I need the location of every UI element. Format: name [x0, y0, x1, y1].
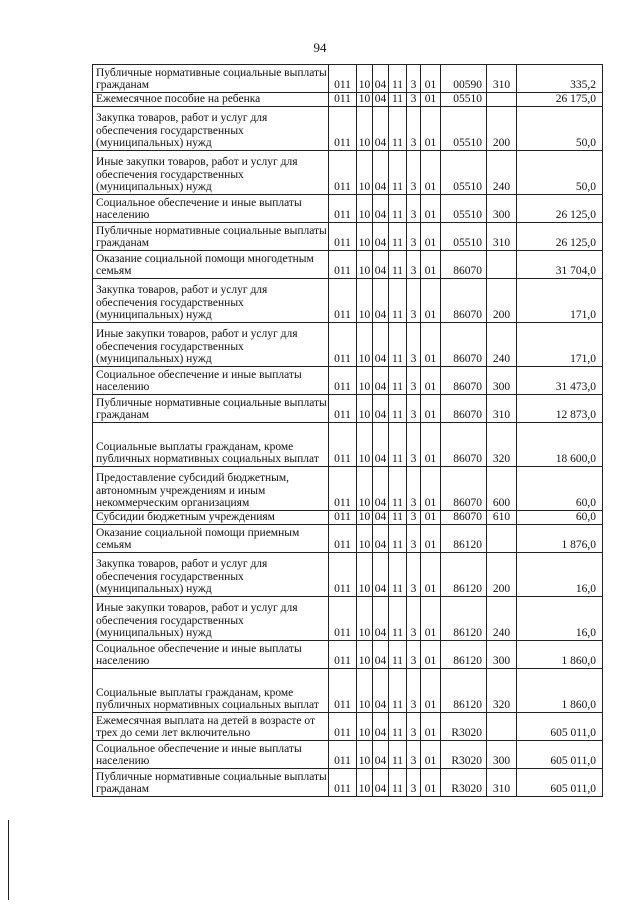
subsection-code: 04 — [373, 525, 389, 553]
event-code: 01 — [421, 467, 441, 511]
target-code: 86070 — [441, 395, 487, 423]
subsection-code: 04 — [373, 93, 389, 107]
amount: 171,0 — [517, 323, 603, 367]
event-code: 01 — [421, 323, 441, 367]
expense-type-code: 600 — [487, 467, 517, 511]
subsection-code: 04 — [373, 223, 389, 251]
ministry-code: 011 — [329, 93, 357, 107]
subsection-code: 04 — [373, 367, 389, 395]
table-row — [93, 741, 603, 769]
section-code: 10 — [357, 467, 373, 511]
program-code: 11 — [389, 553, 407, 597]
amount: 1 860,0 — [517, 669, 603, 713]
section-code: 10 — [357, 279, 373, 323]
table-row — [93, 713, 603, 741]
ministry-code: 011 — [329, 65, 357, 93]
section-code: 10 — [357, 367, 373, 395]
expense-type-code — [487, 525, 517, 553]
row-name: Иные закупки товаров, работ и услуг для обеспечения государственных (муниципальных) нужд — [93, 597, 329, 641]
section-code: 10 — [357, 195, 373, 223]
table-row — [93, 511, 603, 525]
target-code: 86120 — [441, 553, 487, 597]
target-code: 05510 — [441, 151, 487, 195]
program-code: 11 — [389, 525, 407, 553]
subprogram-code: 3 — [407, 279, 421, 323]
subprogram-code: 3 — [407, 741, 421, 769]
ministry-code: 011 — [329, 195, 357, 223]
table-row — [93, 65, 603, 93]
event-code: 01 — [421, 769, 441, 797]
program-code: 11 — [389, 597, 407, 641]
table-row — [93, 597, 603, 641]
subsection-code: 04 — [373, 713, 389, 741]
amount: 605 011,0 — [517, 741, 603, 769]
event-code: 01 — [421, 195, 441, 223]
subsection-code: 04 — [373, 279, 389, 323]
subsection-code: 04 — [373, 65, 389, 93]
table-row — [93, 251, 603, 279]
subsection-code: 04 — [373, 323, 389, 367]
program-code: 11 — [389, 251, 407, 279]
table-row — [93, 769, 603, 797]
table-row — [93, 467, 603, 511]
amount: 605 011,0 — [517, 769, 603, 797]
row-name: Публичные нормативные социальные выплаты гражданам — [93, 65, 329, 93]
subsection-code: 04 — [373, 195, 389, 223]
ministry-code: 011 — [329, 107, 357, 151]
table-row — [93, 367, 603, 395]
subprogram-code: 3 — [407, 769, 421, 797]
expense-type-code: 200 — [487, 107, 517, 151]
target-code: 05510 — [441, 93, 487, 107]
target-code: 86120 — [441, 525, 487, 553]
section-code: 10 — [357, 669, 373, 713]
expense-type-code: 310 — [487, 769, 517, 797]
expense-type-code: 240 — [487, 597, 517, 641]
subsection-code: 04 — [373, 669, 389, 713]
section-code: 10 — [357, 65, 373, 93]
expense-type-code: 300 — [487, 367, 517, 395]
program-code: 11 — [389, 151, 407, 195]
target-code: R3020 — [441, 769, 487, 797]
expense-type-code: 310 — [487, 223, 517, 251]
table-row — [93, 195, 603, 223]
subprogram-code: 3 — [407, 151, 421, 195]
ministry-code: 011 — [329, 597, 357, 641]
program-code: 11 — [389, 423, 407, 467]
subsection-code: 04 — [373, 107, 389, 151]
target-code: R3020 — [441, 741, 487, 769]
expense-type-code: 300 — [487, 741, 517, 769]
subsection-code: 04 — [373, 741, 389, 769]
ministry-code: 011 — [329, 641, 357, 669]
section-code: 10 — [357, 597, 373, 641]
subprogram-code: 3 — [407, 367, 421, 395]
amount: 50,0 — [517, 107, 603, 151]
subsection-code: 04 — [373, 641, 389, 669]
subsection-code: 04 — [373, 553, 389, 597]
row-name: Социальные выплаты гражданам, кроме публичных нормативных социальных выплат — [93, 669, 329, 713]
ministry-code: 011 — [329, 713, 357, 741]
section-code: 10 — [357, 323, 373, 367]
program-code: 11 — [389, 65, 407, 93]
amount: 1 876,0 — [517, 525, 603, 553]
event-code: 01 — [421, 641, 441, 669]
section-code: 10 — [357, 553, 373, 597]
target-code: 86070 — [441, 467, 487, 511]
row-name: Публичные нормативные социальные выплаты гражданам — [93, 769, 329, 797]
table-row — [93, 553, 603, 597]
target-code: 86070 — [441, 251, 487, 279]
ministry-code: 011 — [329, 423, 357, 467]
ministry-code: 011 — [329, 525, 357, 553]
row-name: Социальное обеспечение и иные выплаты населению — [93, 195, 329, 223]
program-code: 11 — [389, 769, 407, 797]
subprogram-code: 3 — [407, 195, 421, 223]
subprogram-code: 3 — [407, 525, 421, 553]
ministry-code: 011 — [329, 151, 357, 195]
page-number: 94 — [313, 40, 327, 55]
program-code: 11 — [389, 323, 407, 367]
margin-line — [8, 820, 9, 900]
table-row — [93, 669, 603, 713]
row-name: Оказание социальной помощи приемным семьям — [93, 525, 329, 553]
expense-type-code: 320 — [487, 423, 517, 467]
ministry-code: 011 — [329, 769, 357, 797]
target-code: 86070 — [441, 423, 487, 467]
ministry-code: 011 — [329, 367, 357, 395]
subprogram-code: 3 — [407, 669, 421, 713]
row-name: Закупка товаров, работ и услуг для обеспечения государственных (муниципальных) нужд — [93, 553, 329, 597]
expense-type-code — [487, 713, 517, 741]
expense-type-code: 200 — [487, 553, 517, 597]
subprogram-code: 3 — [407, 223, 421, 251]
ministry-code: 011 — [329, 323, 357, 367]
subprogram-code: 3 — [407, 553, 421, 597]
event-code: 01 — [421, 93, 441, 107]
event-code: 01 — [421, 251, 441, 279]
table-row — [93, 423, 603, 467]
row-name: Социальное обеспечение и иные выплаты населению — [93, 741, 329, 769]
table-row — [93, 223, 603, 251]
subprogram-code: 3 — [407, 323, 421, 367]
expense-type-code: 310 — [487, 65, 517, 93]
ministry-code: 011 — [329, 553, 357, 597]
expense-type-code: 240 — [487, 323, 517, 367]
row-name: Публичные нормативные социальные выплаты гражданам — [93, 395, 329, 423]
target-code: 86070 — [441, 279, 487, 323]
amount: 31 704,0 — [517, 251, 603, 279]
section-code: 10 — [357, 93, 373, 107]
subprogram-code: 3 — [407, 423, 421, 467]
expense-type-code: 310 — [487, 395, 517, 423]
subprogram-code: 3 — [407, 597, 421, 641]
amount: 605 011,0 — [517, 713, 603, 741]
expense-type-code: 320 — [487, 669, 517, 713]
amount: 50,0 — [517, 151, 603, 195]
program-code: 11 — [389, 641, 407, 669]
row-name: Субсидии бюджетным учреждениям — [93, 511, 329, 525]
event-code: 01 — [421, 423, 441, 467]
event-code: 01 — [421, 65, 441, 93]
section-code: 10 — [357, 107, 373, 151]
expense-type-code: 240 — [487, 151, 517, 195]
target-code: 86120 — [441, 669, 487, 713]
subprogram-code: 3 — [407, 107, 421, 151]
table-row — [93, 525, 603, 553]
amount: 16,0 — [517, 597, 603, 641]
ministry-code: 011 — [329, 223, 357, 251]
program-code: 11 — [389, 467, 407, 511]
target-code: 86120 — [441, 641, 487, 669]
target-code: 00590 — [441, 65, 487, 93]
event-code: 01 — [421, 367, 441, 395]
amount: 1 860,0 — [517, 641, 603, 669]
section-code: 10 — [357, 395, 373, 423]
target-code: 05510 — [441, 107, 487, 151]
program-code: 11 — [389, 107, 407, 151]
expense-type-code: 300 — [487, 641, 517, 669]
table-row — [93, 107, 603, 151]
table-row — [93, 93, 603, 107]
subprogram-code: 3 — [407, 395, 421, 423]
subprogram-code: 3 — [407, 511, 421, 525]
ministry-code: 011 — [329, 669, 357, 713]
event-code: 01 — [421, 597, 441, 641]
program-code: 11 — [389, 741, 407, 769]
event-code: 01 — [421, 395, 441, 423]
row-name: Ежемесячное пособие на ребенка — [93, 93, 329, 107]
budget-table — [92, 64, 603, 797]
program-code: 11 — [389, 279, 407, 323]
section-code: 10 — [357, 511, 373, 525]
subsection-code: 04 — [373, 423, 389, 467]
expense-type-code — [487, 251, 517, 279]
row-name: Оказание социальной помощи многодетным семьям — [93, 251, 329, 279]
section-code: 10 — [357, 741, 373, 769]
target-code: 05510 — [441, 223, 487, 251]
subprogram-code: 3 — [407, 641, 421, 669]
amount: 60,0 — [517, 467, 603, 511]
row-name: Иные закупки товаров, работ и услуг для обеспечения государственных (муниципальных) нужд — [93, 151, 329, 195]
subprogram-code: 3 — [407, 93, 421, 107]
event-code: 01 — [421, 511, 441, 525]
section-code: 10 — [357, 223, 373, 251]
amount: 18 600,0 — [517, 423, 603, 467]
event-code: 01 — [421, 525, 441, 553]
table-row — [93, 323, 603, 367]
event-code: 01 — [421, 223, 441, 251]
event-code: 01 — [421, 741, 441, 769]
event-code: 01 — [421, 713, 441, 741]
subsection-code: 04 — [373, 467, 389, 511]
table-row — [93, 279, 603, 323]
program-code: 11 — [389, 669, 407, 713]
target-code: 05510 — [441, 195, 487, 223]
subsection-code: 04 — [373, 511, 389, 525]
subprogram-code: 3 — [407, 713, 421, 741]
subsection-code: 04 — [373, 251, 389, 279]
program-code: 11 — [389, 395, 407, 423]
target-code: 86070 — [441, 367, 487, 395]
program-code: 11 — [389, 511, 407, 525]
ministry-code: 011 — [329, 251, 357, 279]
section-code: 10 — [357, 151, 373, 195]
table-row — [93, 641, 603, 669]
amount: 26 125,0 — [517, 223, 603, 251]
event-code: 01 — [421, 107, 441, 151]
program-code: 11 — [389, 195, 407, 223]
ministry-code: 011 — [329, 741, 357, 769]
section-code: 10 — [357, 769, 373, 797]
row-name: Иные закупки товаров, работ и услуг для обеспечения государственных (муниципальных) нужд — [93, 323, 329, 367]
expense-type-code: 300 — [487, 195, 517, 223]
expense-type-code — [487, 93, 517, 107]
expense-type-code: 200 — [487, 279, 517, 323]
subsection-code: 04 — [373, 769, 389, 797]
amount: 16,0 — [517, 553, 603, 597]
subsection-code: 04 — [373, 597, 389, 641]
section-code: 10 — [357, 641, 373, 669]
target-code: 86120 — [441, 597, 487, 641]
event-code: 01 — [421, 151, 441, 195]
event-code: 01 — [421, 279, 441, 323]
expense-type-code: 610 — [487, 511, 517, 525]
subprogram-code: 3 — [407, 467, 421, 511]
subprogram-code: 3 — [407, 251, 421, 279]
table-body — [93, 65, 603, 797]
target-code: 86070 — [441, 511, 487, 525]
amount: 171,0 — [517, 279, 603, 323]
amount: 26 175,0 — [517, 93, 603, 107]
row-name: Закупка товаров, работ и услуг для обеспечения государственных (муниципальных) нужд — [93, 279, 329, 323]
amount: 335,2 — [517, 65, 603, 93]
event-code: 01 — [421, 669, 441, 713]
target-code: 86070 — [441, 323, 487, 367]
section-code: 10 — [357, 423, 373, 467]
row-name: Социальное обеспечение и иные выплаты населению — [93, 641, 329, 669]
program-code: 11 — [389, 367, 407, 395]
target-code: R3020 — [441, 713, 487, 741]
program-code: 11 — [389, 93, 407, 107]
section-code: 10 — [357, 525, 373, 553]
row-name: Социальное обеспечение и иные выплаты населению — [93, 367, 329, 395]
subsection-code: 04 — [373, 395, 389, 423]
amount: 26 125,0 — [517, 195, 603, 223]
row-name: Социальные выплаты гражданам, кроме публичных нормативных социальных выплат — [93, 423, 329, 467]
program-code: 11 — [389, 713, 407, 741]
row-name: Ежемесячная выплата на детей в возрасте от трех до семи лет включительно — [93, 713, 329, 741]
section-code: 10 — [357, 713, 373, 741]
section-code: 10 — [357, 251, 373, 279]
ministry-code: 011 — [329, 467, 357, 511]
event-code: 01 — [421, 553, 441, 597]
row-name: Публичные нормативные социальные выплаты гражданам — [93, 223, 329, 251]
amount: 60,0 — [517, 511, 603, 525]
subsection-code: 04 — [373, 151, 389, 195]
row-name: Закупка товаров, работ и услуг для обеспечения государственных (муниципальных) нужд — [93, 107, 329, 151]
ministry-code: 011 — [329, 395, 357, 423]
subprogram-code: 3 — [407, 65, 421, 93]
ministry-code: 011 — [329, 279, 357, 323]
amount: 31 473,0 — [517, 367, 603, 395]
amount: 12 873,0 — [517, 395, 603, 423]
ministry-code: 011 — [329, 511, 357, 525]
table-row — [93, 151, 603, 195]
table-row — [93, 395, 603, 423]
program-code: 11 — [389, 223, 407, 251]
row-name: Предоставление субсидий бюджетным, автономным учреждениям и иным некоммерческим организациям — [93, 467, 329, 511]
